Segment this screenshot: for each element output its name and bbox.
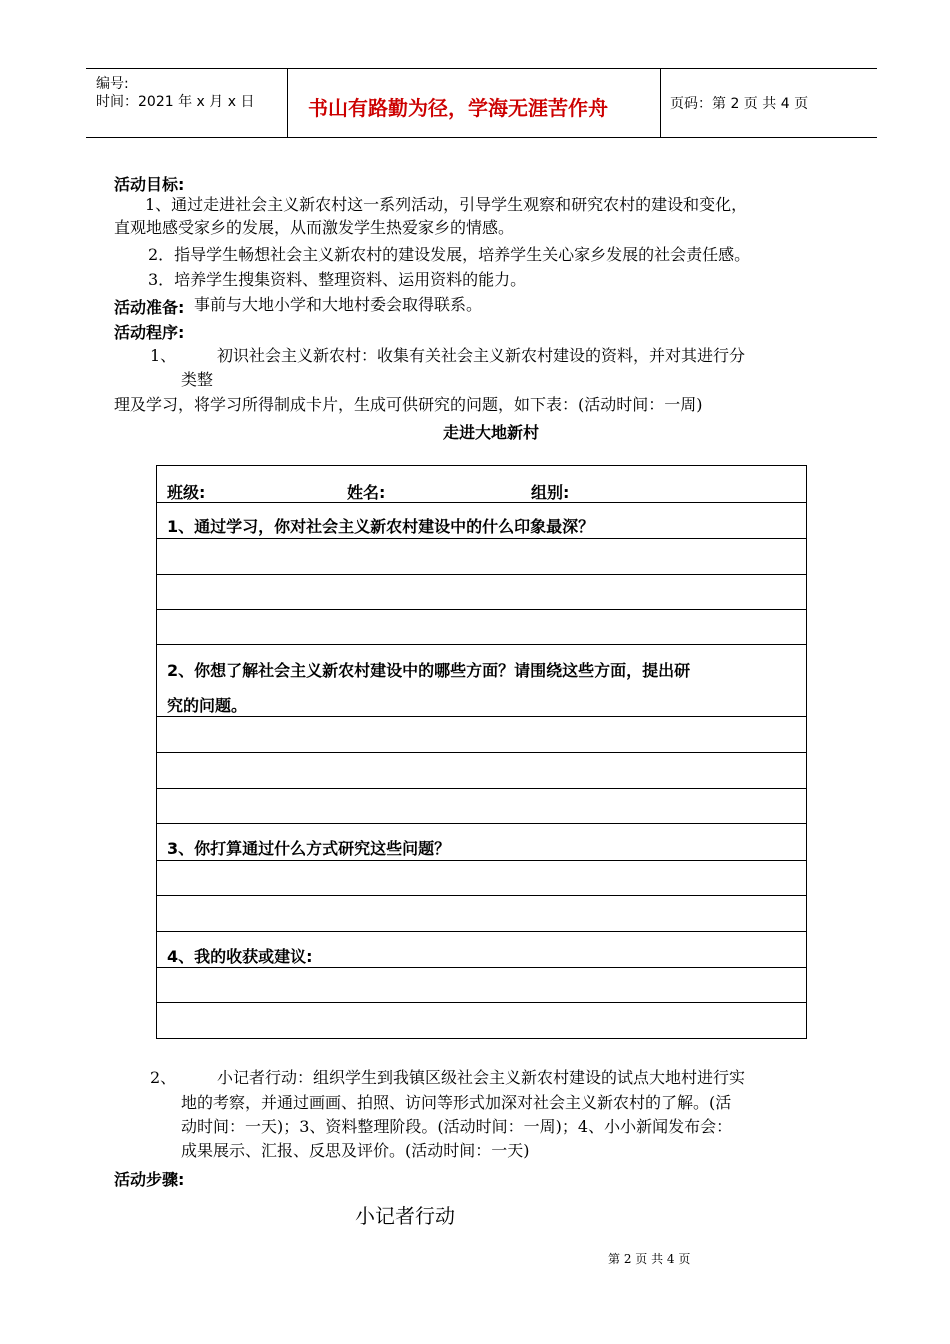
table-row-divider bbox=[157, 574, 806, 575]
form-title: 走进大地新村 bbox=[443, 423, 540, 442]
motto: 书山有路勤为径，学海无涯苦作舟 bbox=[308, 96, 608, 120]
page-footer: 第 2 页 共 4 页 bbox=[608, 1252, 691, 1266]
table-row-divider bbox=[157, 931, 806, 932]
step-1-line-2: 类整 bbox=[181, 370, 214, 389]
question-3: 3、你打算通过什么方式研究这些问题？ bbox=[167, 839, 451, 858]
step-2-number: 2、 bbox=[150, 1068, 177, 1087]
goal-item-3: 3．培养学生搜集资料、整理资料、运用资料的能力。 bbox=[148, 270, 527, 289]
step-2-line-3: 动时间：一天)；3、资料整理阶段。(活动时间：一周)；4、小小新闻发布会： bbox=[181, 1117, 733, 1136]
step-1-number: 1、 bbox=[150, 346, 177, 365]
goal-item-2: 2．指导学生畅想社会主义新农村的建设发展，培养学生关心家乡发展的社会责任感。 bbox=[148, 245, 751, 264]
table-row-divider bbox=[157, 823, 806, 824]
table-row-divider bbox=[157, 860, 806, 861]
group-label: 组别: bbox=[531, 483, 570, 502]
step-1-line-3: 理及学习，将学习所得制成卡片，生成可供研究的问题，如下表：(活动时间：一周) bbox=[114, 395, 703, 414]
table-row-divider bbox=[157, 788, 806, 789]
table-row-divider bbox=[157, 538, 806, 539]
preparation-heading: 活动准备: bbox=[114, 298, 185, 317]
table-row-divider bbox=[157, 752, 806, 753]
goal-item-1-line-2: 直观地感受家乡的发展，从而激发学生热爱家乡的情感。 bbox=[114, 218, 515, 237]
steps-heading: 活动步骤: bbox=[114, 1170, 185, 1189]
table-row-divider bbox=[157, 716, 806, 717]
header-divider-right bbox=[660, 69, 661, 137]
step-2-line-4: 成果展示、汇报、反思及评价。(活动时间：一天) bbox=[181, 1141, 530, 1160]
name-label: 姓名: bbox=[347, 483, 386, 502]
step-2-line-2: 地的考察，并通过画画、拍照、访问等形式加深对社会主义新农村的了解。(活 bbox=[181, 1093, 732, 1112]
step-2-line-1: 小记者行动：组织学生到我镇区级社会主义新农村建设的试点大地村进行实 bbox=[217, 1068, 746, 1087]
preparation-text: 事前与大地小学和大地村委会取得联系。 bbox=[194, 295, 483, 314]
class-label: 班级: bbox=[167, 483, 206, 502]
time-label: 时间：2021 年 x 月 x 日 bbox=[96, 94, 255, 110]
table-row-divider bbox=[157, 609, 806, 610]
table-row-divider bbox=[157, 644, 806, 645]
header-divider-left bbox=[287, 69, 288, 137]
table-row-divider bbox=[157, 967, 806, 968]
page-header bbox=[86, 68, 877, 138]
steps-subtitle: 小记者行动 bbox=[355, 1204, 455, 1228]
question-1: 1、通过学习，你对社会主义新农村建设中的什么印象最深？ bbox=[167, 517, 595, 536]
table-row-divider bbox=[157, 502, 806, 503]
goals-heading: 活动目标: bbox=[114, 175, 185, 194]
table-row-divider bbox=[157, 895, 806, 896]
step-1-line-1: 初识社会主义新农村：收集有关社会主义新农村建设的资料，并对其进行分 bbox=[217, 346, 746, 365]
research-form-table bbox=[156, 465, 807, 1039]
goal-item-1-line-1: 1、通过走进社会主义新农村这一系列活动，引导学生观察和研究农村的建设和变化， bbox=[145, 195, 748, 214]
table-row-divider bbox=[157, 1002, 806, 1003]
procedure-heading: 活动程序: bbox=[114, 323, 185, 342]
question-2-line-2: 究的问题。 bbox=[167, 696, 248, 715]
question-2-line-1: 2、你想了解社会主义新农村建设中的哪些方面？请围绕这些方面，提出研 bbox=[167, 661, 691, 680]
number-label: 编号: bbox=[96, 76, 129, 92]
page-info: 页码：第 2 页 共 4 页 bbox=[670, 96, 809, 112]
question-4: 4、我的收获或建议: bbox=[167, 947, 313, 966]
